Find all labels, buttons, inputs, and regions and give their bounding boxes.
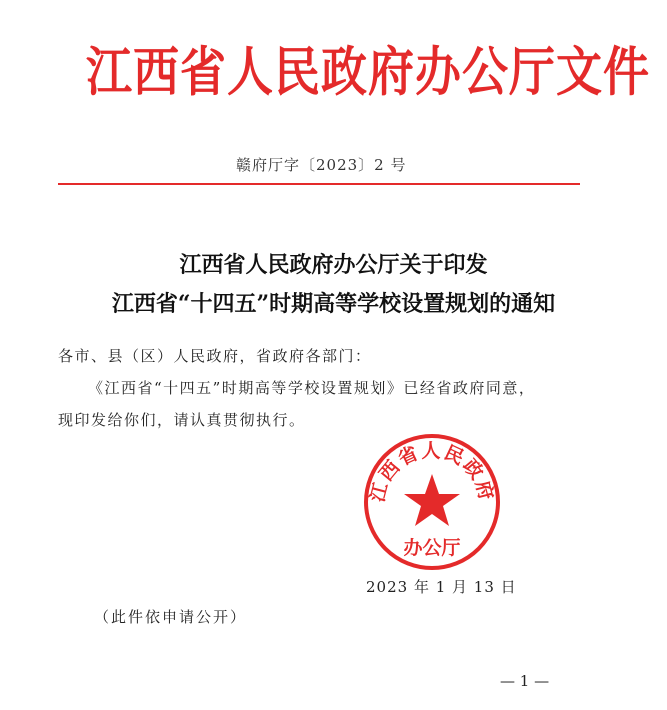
addressee: 各市、县（区）人民政府，省政府各部门： <box>58 347 372 365</box>
body-paragraph-line-1: 《江西省“十四五”时期高等学校设置规划》已经省政府同意， <box>88 379 536 397</box>
notice-title-line-2: 江西省“十四五”时期高等学校设置规划的通知 <box>111 291 556 317</box>
svg-text:办公厅: 办公厅 <box>403 537 461 559</box>
body-paragraph-line-2: 现印发给你们，请认真贯彻执行。 <box>58 411 306 429</box>
page-number: — 1 — <box>500 672 550 690</box>
header-divider <box>58 183 580 185</box>
document-header-title: 江西省人民政府办公厅文件 <box>86 40 650 103</box>
notice-title-line-1: 江西省人民政府办公厅关于印发 <box>179 252 488 278</box>
star-icon <box>404 474 460 526</box>
issue-date: 2023 年 1 月 13 日 <box>366 578 517 596</box>
svg-text:江西省人民政府: 江西省人民政府 <box>366 439 498 505</box>
disclosure-note: （此件依申请公开） <box>94 608 248 626</box>
official-seal <box>362 432 502 572</box>
document-number: 赣府厅字〔2023〕2 号 <box>236 156 407 174</box>
